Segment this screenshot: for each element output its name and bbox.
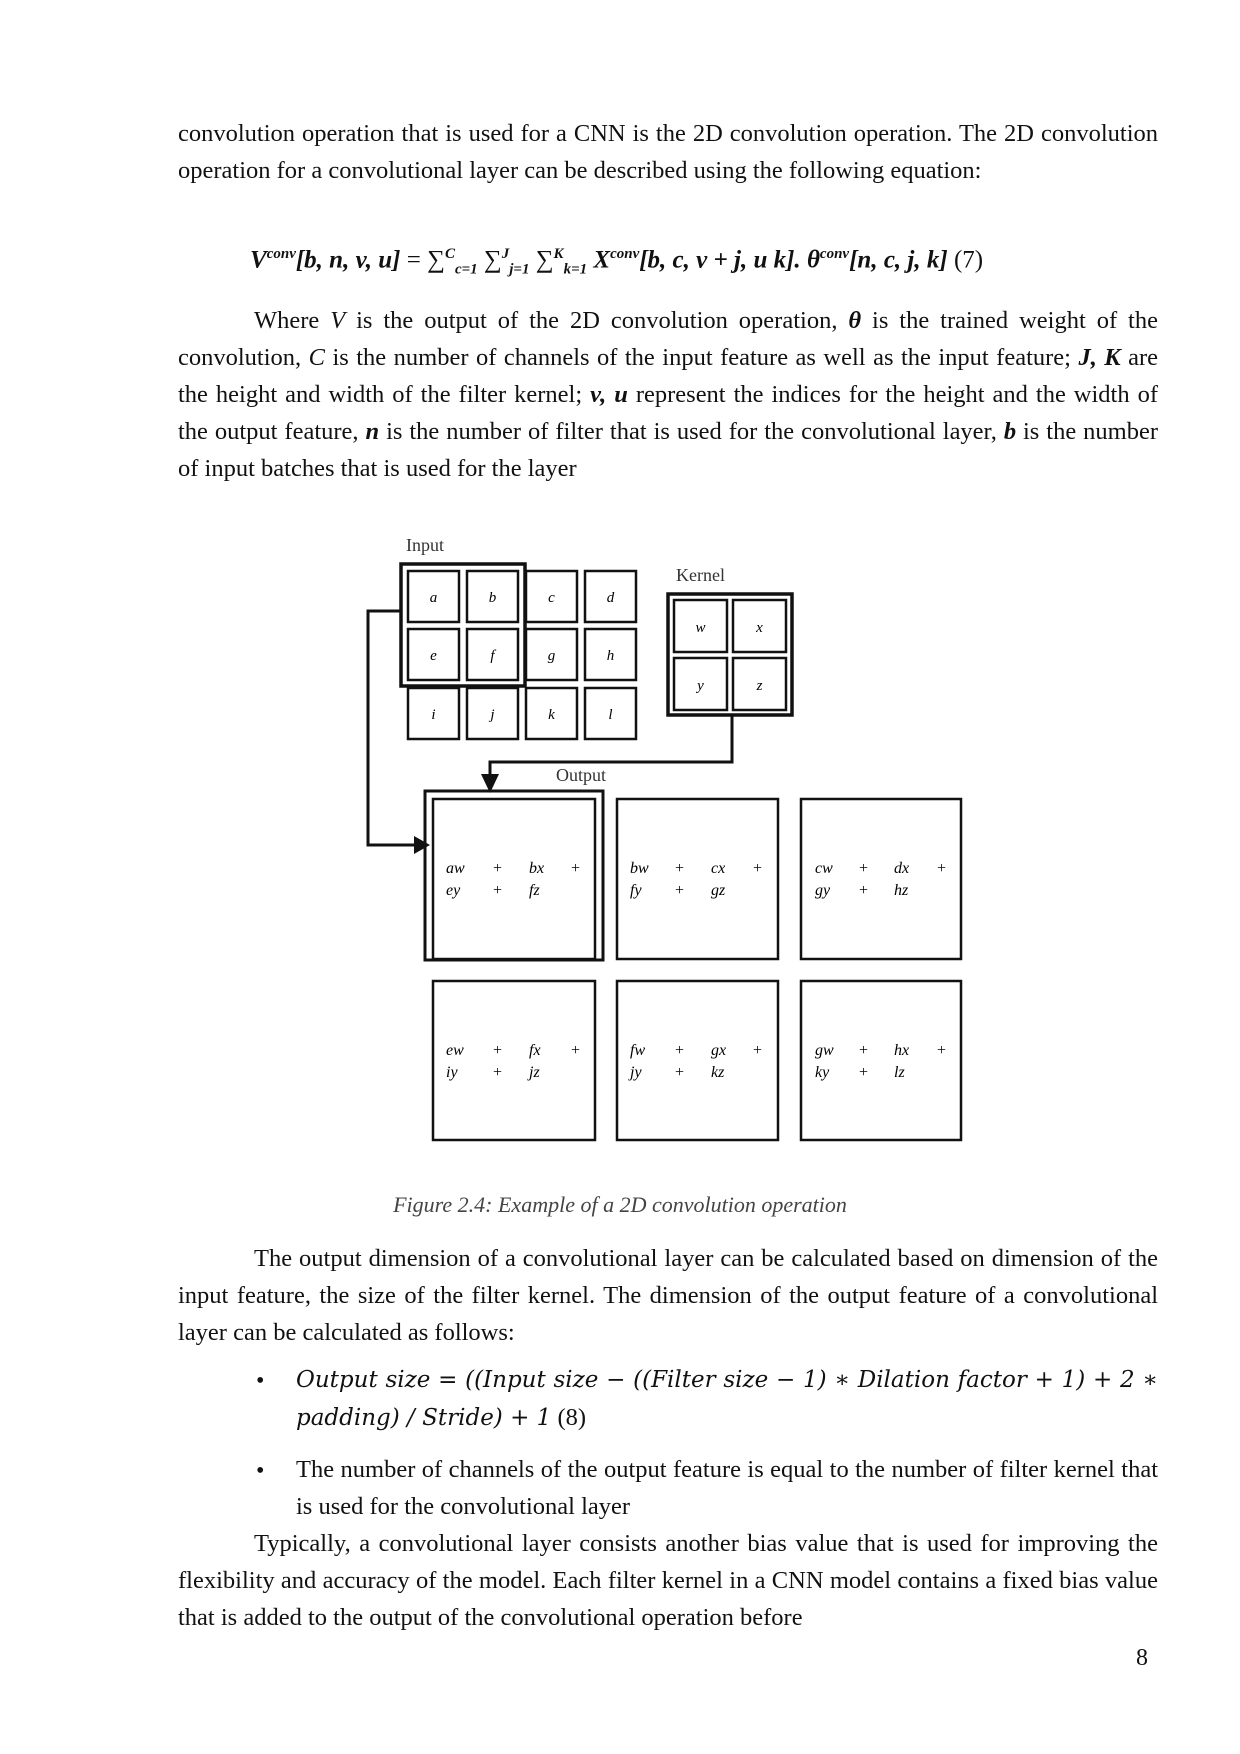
output-grid [425, 791, 961, 1140]
output-cell [801, 799, 961, 959]
paragraph-output-dimension: The output dimension of a convolutional layer can be calculated based on dimension of the input feature, the size of the filter kernel. The dimension of the output feature of a convolutional layer can be calculated as follows: [178, 1245, 1158, 1346]
kernel-cell [733, 600, 786, 652]
input-cell-label: l [608, 707, 613, 723]
def-text: are the height and width of the filter kernel; [178, 344, 1158, 408]
kernel-cell-label: z [756, 678, 763, 694]
input-cell-label: a [429, 590, 438, 606]
output-term: fy [630, 882, 642, 899]
output-plus: + [493, 1042, 503, 1059]
output-size-formula: Output size = ((Input size − ((Filter size − 1) ∗ Dilation factor + 1) + 2 ∗ padding) / Stride) + 1 [296, 1367, 1158, 1431]
def-text: represent the indices for the height and the width of the output feature, [178, 381, 1159, 445]
input-cell-label: g [547, 648, 556, 664]
output-term: fw [630, 1042, 646, 1059]
input-grid [401, 564, 636, 739]
output-term: hx [894, 1042, 910, 1059]
def-text: Where [254, 307, 331, 334]
output-cell [801, 981, 961, 1140]
input-cell [585, 571, 636, 622]
output-term: gw [815, 1042, 834, 1059]
kernel-cell [733, 658, 786, 710]
eq-sum-j: ∑ [483, 246, 502, 274]
input-cell [585, 629, 636, 680]
kernel-cell [674, 600, 727, 652]
input-cell [526, 629, 577, 680]
kernel-cell-label: w [695, 620, 706, 636]
output-term: ky [815, 1064, 830, 1081]
page-number: 8 [1136, 1645, 1148, 1671]
output-plus: + [753, 1042, 763, 1059]
output-term: jy [630, 1064, 642, 1081]
output-term: jz [529, 1064, 540, 1081]
input-cell [467, 688, 518, 739]
eq-lhs-args: [b, n, v, u] [295, 246, 401, 274]
eq-theta-args: [n, c, j, k] [849, 246, 948, 274]
input-label: Input [406, 535, 444, 555]
input-cell [467, 571, 518, 622]
kernel-label: Kernel [676, 565, 725, 585]
def-symbol: v, u [590, 381, 628, 408]
def-text: is the output of the 2D convolution operation, [345, 307, 849, 334]
output-term: cw [815, 860, 833, 877]
output-term: ew [446, 1042, 464, 1059]
output-plus: + [493, 1064, 503, 1081]
output-plus: + [571, 1042, 581, 1059]
output-term: fx [529, 1042, 541, 1059]
output-term: fz [529, 882, 540, 899]
output-cell [433, 981, 595, 1140]
bullet-marker: • [256, 1458, 265, 1484]
output-term: kz [711, 1064, 725, 1081]
kernel-frame [668, 594, 792, 715]
def-symbol: b [1003, 418, 1017, 445]
kernel-cell [674, 658, 727, 710]
eq-sum-k-sub: k=1 [563, 261, 588, 278]
input-cell-label: d [606, 590, 615, 606]
output-plus: + [753, 860, 763, 877]
input-cell [585, 688, 636, 739]
eq-number: (7) [953, 246, 984, 274]
output-plus: + [859, 882, 869, 899]
output-plus: + [493, 882, 503, 899]
output-term: iy [446, 1064, 458, 1081]
paragraph-intro: convolution operation that is used for a CNN is the 2D convolution operation. The 2D convolution operation for a convolutional layer can be described using the following equation: [178, 120, 1158, 184]
kernel-cell-label: x [756, 620, 763, 636]
input-cell-label: b [488, 590, 497, 606]
output-term: ey [446, 882, 461, 899]
eq-lhs: V [250, 246, 267, 274]
input-cell [408, 688, 459, 739]
eq-x-args: [b, c, v + j, u k]. [639, 246, 801, 274]
input-cell-label: e [430, 648, 437, 664]
eq-sum-j-sub: j=1 [509, 261, 530, 278]
output-plus: + [571, 860, 581, 877]
eq-lhs-sup: conv [266, 246, 296, 262]
input-cell [408, 629, 459, 680]
output-term: bw [630, 860, 649, 877]
output-plus: + [675, 1042, 685, 1059]
input-cell-label: f [490, 648, 495, 664]
input-cell-label: j [490, 707, 495, 723]
output-term: gy [815, 882, 831, 899]
input-cell-label: h [606, 648, 615, 664]
output-plus: + [937, 1042, 947, 1059]
input-cell [526, 571, 577, 622]
bullet-formula [296, 1361, 1158, 1437]
output-plus: + [675, 882, 685, 899]
eq-theta-sup: conv [819, 246, 850, 262]
output-term: bx [529, 860, 545, 877]
def-text: is the number of channels of the input feature as well as the input feature; [324, 344, 1079, 371]
arrows [368, 611, 732, 845]
def-symbol: J, K [1078, 344, 1121, 371]
def-text: is the number of filter that is used for the convolutional layer, [379, 418, 1004, 445]
input-cell [526, 688, 577, 739]
eq-sum-c: ∑ [427, 246, 445, 274]
eq-x: X [593, 246, 611, 274]
output-term: cx [711, 860, 726, 877]
eq-sum-c-sup: C [444, 246, 455, 262]
output-term: aw [446, 860, 465, 877]
output-plus: + [675, 1064, 685, 1081]
output-term: gz [711, 882, 726, 899]
paragraph-bias: Typically, a convolutional layer consists another bias value that is used for improving the flexibility and accuracy of the model. Each filter kernel in a CNN model contains a fixed bias value that is added to the output of the convolutional operation before [178, 1530, 1158, 1631]
eq-sum-k-sup: K [553, 246, 564, 262]
formula-number: (8) [551, 1404, 587, 1431]
input-cell-label: k [548, 707, 555, 723]
output-cell [433, 799, 595, 959]
bullet-channels: The number of channels of the output feature is equal to the number of filter kernel that is used for the convolutional layer [296, 1456, 1158, 1520]
def-symbol: C [308, 344, 325, 371]
output-plus: + [859, 1042, 869, 1059]
input-cell [408, 571, 459, 622]
eq-sum-c-sub: c=1 [454, 261, 478, 278]
def-symbol: θ [848, 307, 862, 334]
input-cell-label: i [431, 707, 436, 723]
figure-caption: Figure 2.4: Example of a 2D convolution operation [393, 1192, 847, 1217]
output-term: dx [894, 860, 910, 877]
input-window-highlight [401, 564, 525, 686]
kernel-grid [668, 594, 792, 715]
kernel-cell-label: y [697, 678, 704, 694]
output-term: gx [711, 1042, 727, 1059]
def-text: is the trained weight of the convolution, [178, 307, 1158, 371]
def-symbol: n [365, 418, 380, 445]
output-plus: + [937, 860, 947, 877]
output-plus: + [675, 860, 685, 877]
output-term: hz [894, 882, 909, 899]
output-plus: + [859, 860, 869, 877]
eq-equals: = [406, 246, 421, 274]
eq-sum-k: ∑ [535, 246, 554, 274]
eq-x-sup: conv [610, 246, 640, 262]
output-cell [617, 799, 778, 959]
eq-sum-j-sup: J [501, 246, 510, 262]
input-cell [467, 629, 518, 680]
output-term: lz [894, 1064, 905, 1081]
output-label: Output [556, 765, 607, 785]
arrowhead-right [414, 836, 430, 854]
input-cell-label: c [548, 590, 555, 606]
bullet-marker: • [256, 1368, 265, 1394]
output-cell [617, 981, 778, 1140]
def-text: is the number of input batches that is used for the layer [178, 418, 1158, 482]
output-plus: + [493, 860, 503, 877]
output-plus: + [859, 1064, 869, 1081]
eq-theta: θ [806, 246, 820, 274]
def-symbol: V [330, 307, 346, 334]
